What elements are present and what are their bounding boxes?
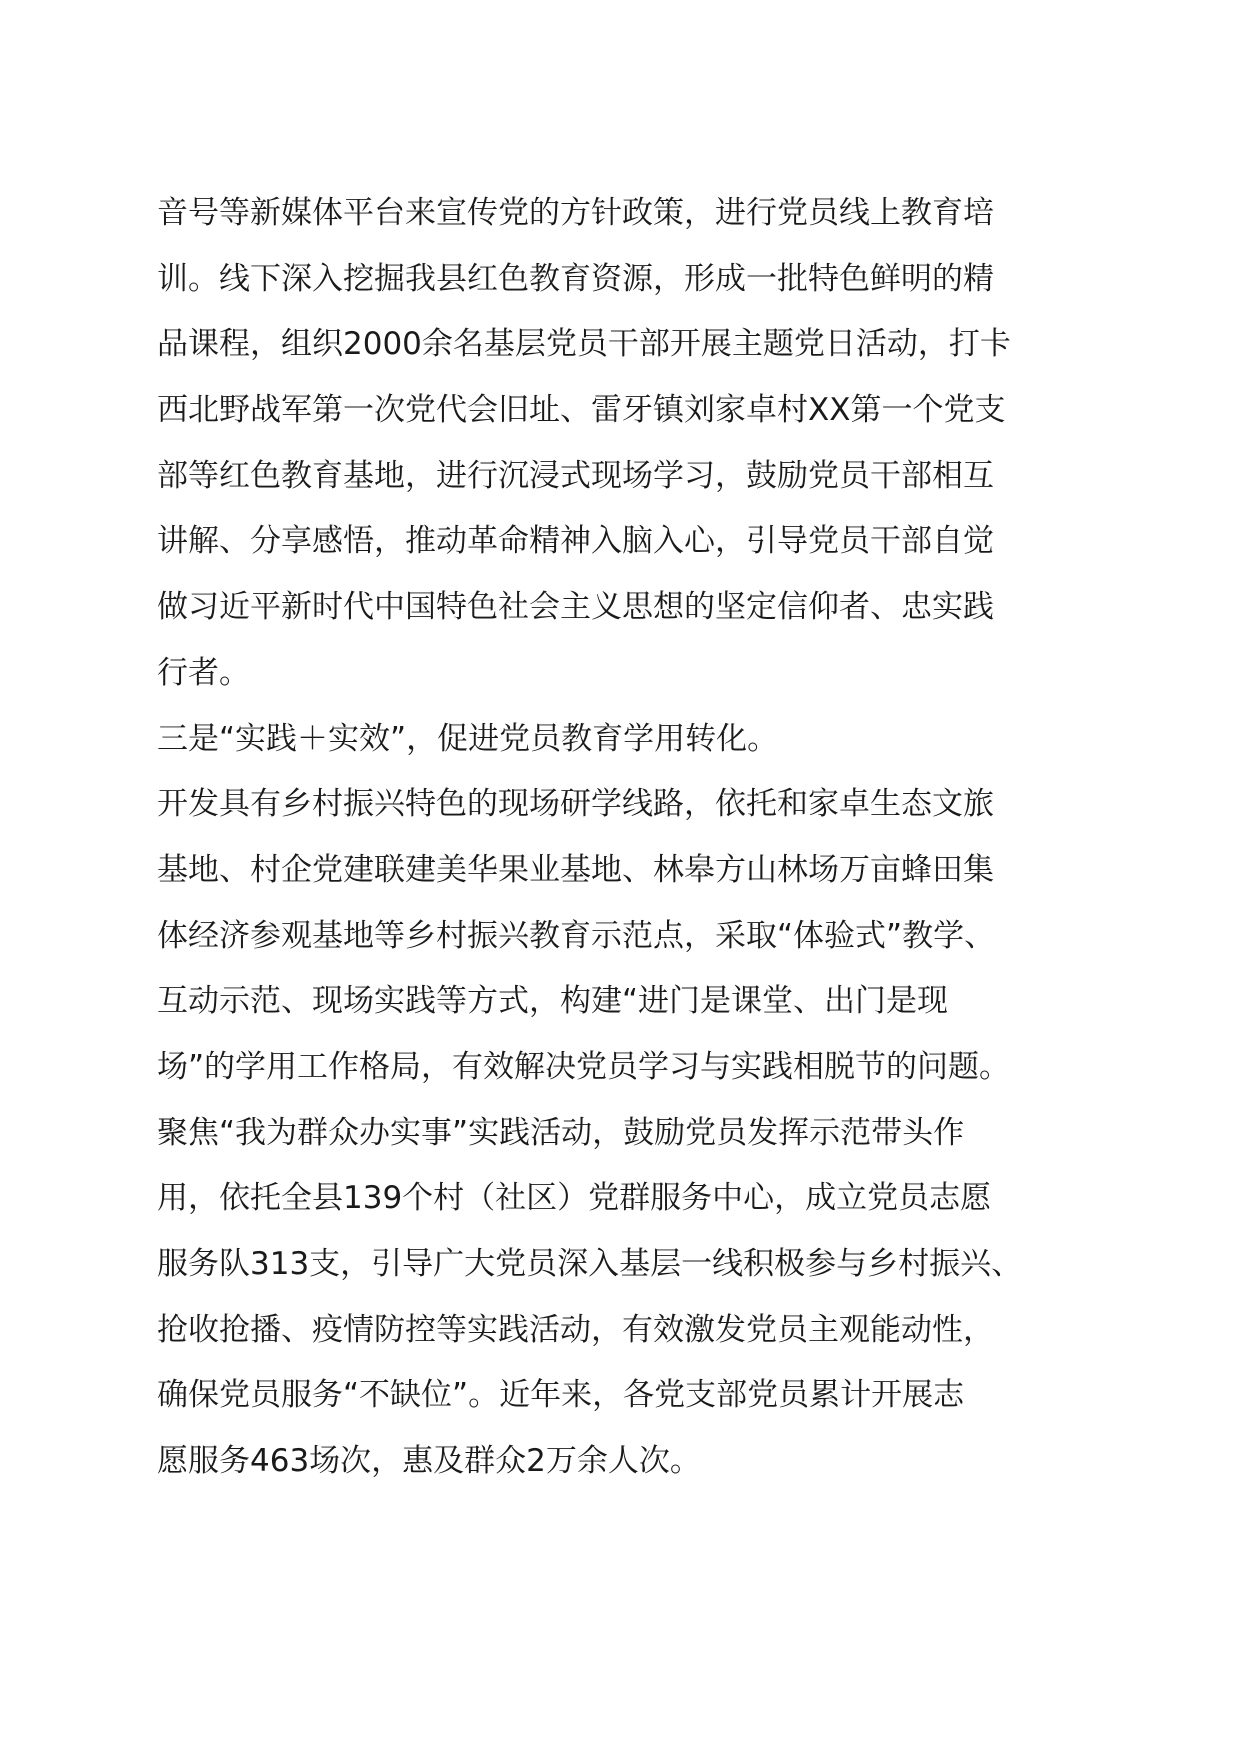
text-line: 用，依托全县139个村（社区）党群服务中心，成立党员志愿 — [157, 1180, 992, 1217]
text-line: 品课程，组织2000余名基层党员干部开展主题党日活动，打卡 — [157, 326, 1011, 363]
text-line: 讲解、分享感悟，推动革命精神入脑入心，引导党员干部自觉 — [157, 523, 994, 560]
text-line: 聚焦“我为群众办实事”实践活动，鼓励党员发挥示范带头作 — [157, 1114, 965, 1151]
text-line: 抢收抢播、疫情防控等实践活动，有效激发党员主观能动性， — [157, 1311, 994, 1348]
text-line: 行者。 — [157, 654, 250, 691]
text-line: 确保党员服务“不缺位”。近年来，各党支部党员累计开展志 — [157, 1377, 965, 1414]
text-line: 服务队313支，引导广大党员深入基层一线积极参与乡村振兴、 — [157, 1246, 1023, 1282]
text-line: 训。线下深入挖掘我县红色教育资源，形成一批特色鲜明的精 — [157, 260, 994, 297]
text-line: 音号等新媒体平台来宣传党的方针政策，进行党员线上教育培 — [157, 195, 994, 231]
text-line: 愿服务463场次，惠及群众2万余人次。 — [157, 1443, 701, 1480]
text-line: 互动示范、现场实践等方式，构建“进门是课堂、出门是现 — [157, 983, 949, 1020]
text-line: 开发具有乡村振兴特色的现场研学线路，依托和家卓生态文旅 — [157, 786, 994, 823]
text-line: 西北野战军第一次党代会旧址、雷牙镇刘家卓村XX第一个党支 — [157, 392, 1006, 429]
text-line: 做习近平新时代中国特色社会主义思想的坚定信仰者、忠实践 — [157, 589, 994, 626]
text-line: 基地、村企党建联建美华果业基地、林皋方山林场万亩蜂田集 — [157, 851, 994, 888]
text-line: 场”的学用工作格局，有效解决党员学习与实践相脱节的问题。 — [157, 1048, 1011, 1085]
text-line: 体经济参观基地等乡村振兴教育示范点，采取“体验式”教学、 — [157, 917, 996, 954]
text-line: 部等红色教育基地，进行沉浸式现场学习，鼓励党员干部相互 — [157, 457, 994, 494]
document-body — [157, 181, 1097, 1495]
section-heading: 三是“实践＋实效”，促进党员教育学用转化。 — [157, 720, 779, 757]
